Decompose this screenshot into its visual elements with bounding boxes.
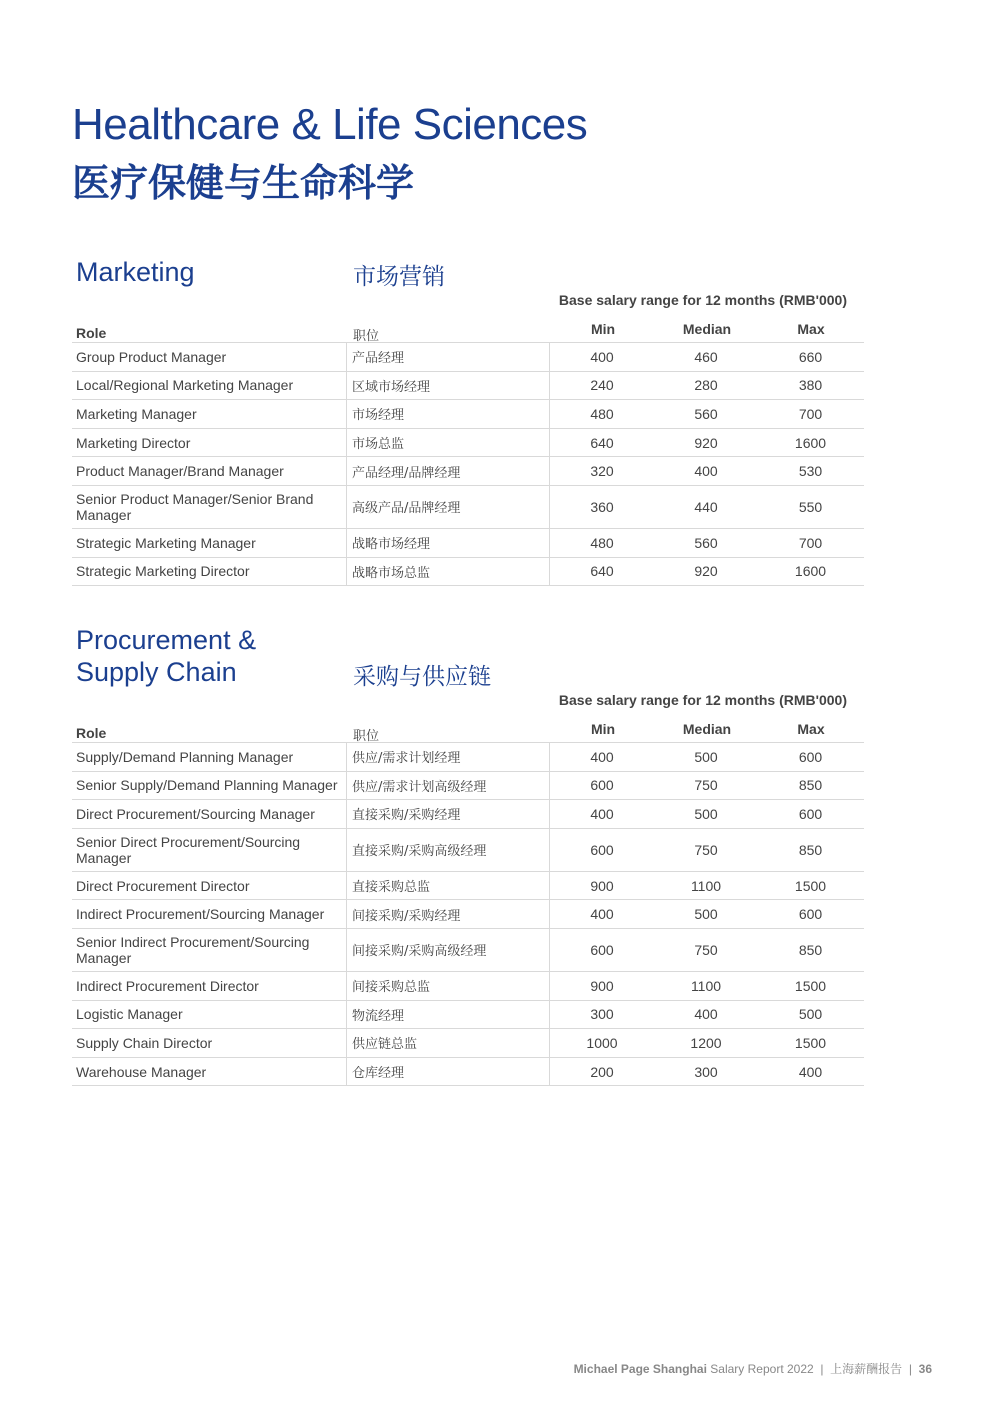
- min-cell: 640: [590, 563, 614, 580]
- max-cell: 850: [798, 777, 823, 794]
- role-cn-cell: 战略市场总监: [347, 558, 550, 586]
- median-cell: 560: [694, 405, 718, 422]
- page-title-cn: 医疗保健与生命科学: [72, 161, 415, 205]
- median-cell: 920: [694, 434, 718, 451]
- role-cn-cell: 间接采购/采购经理: [347, 900, 550, 928]
- max-cell: 1600: [794, 434, 827, 451]
- max-cell: 400: [798, 1063, 823, 1080]
- role-cell: Local/Regional Marketing Manager: [72, 372, 347, 400]
- min-cell: 600: [590, 941, 614, 958]
- footer-separator: |: [908, 1362, 912, 1376]
- role-cell: Senior Product Manager/Senior Brand Manager: [72, 486, 347, 528]
- median-cell: 1200: [690, 1034, 722, 1051]
- header-min: Min: [590, 321, 616, 337]
- table-row: [72, 1058, 864, 1087]
- table-row: [72, 1001, 864, 1030]
- role-cn-cell: 物流经理: [347, 1001, 550, 1029]
- header-role: Role: [76, 725, 107, 741]
- median-cell: 280: [694, 377, 718, 394]
- median-cell: 400: [694, 1006, 718, 1023]
- role-cell: Product Manager/Brand Manager: [72, 457, 347, 485]
- table-row: [72, 529, 864, 558]
- min-cell: 360: [590, 498, 614, 515]
- table-row: [72, 972, 864, 1001]
- role-cn-cell: 区域市场经理: [347, 372, 550, 400]
- role-cn-cell: 供应链总监: [347, 1029, 550, 1057]
- role-cell: Supply/Demand Planning Manager: [72, 743, 347, 771]
- max-cell: 850: [798, 841, 823, 858]
- role-cn-cell: 市场经理: [347, 400, 550, 428]
- max-cell: 1500: [794, 877, 827, 894]
- salary-range-label: Base salary range for 12 months (RMB'000): [558, 292, 847, 308]
- role-cn-cell: 战略市场经理: [347, 529, 550, 557]
- min-cell: 400: [590, 805, 614, 822]
- median-cell: 750: [694, 941, 718, 958]
- min-cell: 640: [590, 434, 614, 451]
- role-cn-cell: 直接采购总监: [347, 872, 550, 900]
- section-title-line2: Supply Chain: [76, 657, 237, 687]
- table-row: [72, 343, 864, 372]
- header-max: Max: [797, 721, 825, 737]
- median-cell: 500: [694, 906, 718, 923]
- max-cell: 1500: [794, 1034, 827, 1051]
- median-cell: 500: [694, 748, 718, 765]
- min-cell: 400: [590, 748, 614, 765]
- salary-range-label: Base salary range for 12 months (RMB'000): [558, 692, 847, 708]
- max-cell: 600: [798, 748, 823, 765]
- role-cell: Indirect Procurement Director: [72, 972, 347, 1000]
- median-cell: 750: [694, 841, 718, 858]
- header-max: Max: [797, 321, 825, 337]
- salary-table: [72, 742, 864, 1086]
- role-cn-cell: 直接采购/采购高级经理: [347, 829, 550, 871]
- marketing-section: [72, 250, 864, 590]
- table-row: [72, 400, 864, 429]
- min-cell: 480: [590, 534, 614, 551]
- role-cell: Supply Chain Director: [72, 1029, 347, 1057]
- footer-report: Salary Report 2022: [710, 1362, 814, 1376]
- role-cn-cell: 仓库经理: [347, 1058, 550, 1086]
- max-cell: 500: [798, 1006, 823, 1023]
- max-cell: 380: [798, 377, 823, 394]
- min-cell: 900: [590, 877, 614, 894]
- median-cell: 560: [694, 534, 718, 551]
- max-cell: 1600: [794, 563, 827, 580]
- max-cell: 530: [798, 463, 823, 480]
- max-cell: 660: [798, 348, 823, 365]
- role-cell: Logistic Manager: [72, 1001, 347, 1029]
- table-row: [72, 929, 864, 972]
- min-cell: 1000: [586, 1034, 618, 1051]
- table-row: [72, 900, 864, 929]
- section-title-cn: 市场营销: [353, 264, 445, 290]
- min-cell: 600: [590, 777, 614, 794]
- role-cn-cell: 间接采购/采购高级经理: [347, 929, 550, 971]
- section-title-cn: 采购与供应链: [353, 664, 491, 690]
- table-row: [72, 457, 864, 486]
- min-cell: 300: [590, 1006, 614, 1023]
- role-cell: Senior Supply/Demand Planning Manager: [72, 772, 347, 800]
- table-row: [72, 429, 864, 458]
- section-title: [76, 624, 256, 688]
- footer-report-cn: 上海薪酬报告: [830, 1362, 903, 1376]
- max-cell: 1500: [794, 977, 827, 994]
- median-cell: 1100: [690, 877, 722, 894]
- header-role-cn: 职位: [353, 729, 380, 744]
- max-cell: 550: [798, 498, 823, 515]
- header-median: Median: [682, 321, 732, 337]
- max-cell: 600: [798, 906, 823, 923]
- role-cn-cell: 高级产品/品牌经理: [347, 486, 550, 528]
- median-cell: 460: [694, 348, 718, 365]
- section-title: Marketing: [76, 257, 195, 287]
- role-cell: Strategic Marketing Manager: [72, 529, 347, 557]
- table-row: [72, 558, 864, 587]
- table-row: [72, 800, 864, 829]
- section-title-line1: Procurement &: [76, 625, 257, 655]
- median-cell: 500: [694, 805, 718, 822]
- role-cell: Marketing Director: [72, 429, 347, 457]
- median-cell: 1100: [690, 977, 722, 994]
- page-footer: [574, 1360, 932, 1377]
- table-row: [72, 372, 864, 401]
- table-row: [72, 772, 864, 801]
- page-title: Healthcare & Life Sciences: [72, 100, 588, 149]
- procurement-section: [72, 620, 864, 1090]
- median-cell: 750: [694, 777, 718, 794]
- min-cell: 240: [590, 377, 614, 394]
- median-cell: 920: [694, 563, 718, 580]
- page-number: 36: [918, 1362, 932, 1376]
- role-cn-cell: 直接采购/采购经理: [347, 800, 550, 828]
- min-cell: 400: [590, 906, 614, 923]
- min-cell: 400: [590, 348, 614, 365]
- max-cell: 850: [798, 941, 823, 958]
- min-cell: 480: [590, 405, 614, 422]
- footer-separator: |: [820, 1362, 824, 1376]
- table-row: [72, 829, 864, 872]
- role-cell: Direct Procurement/Sourcing Manager: [72, 800, 347, 828]
- role-cell: Senior Direct Procurement/Sourcing Manager: [72, 829, 347, 871]
- role-cell: Direct Procurement Director: [72, 872, 347, 900]
- salary-table: [72, 342, 864, 586]
- table-row: [72, 1029, 864, 1058]
- table-row: [72, 486, 864, 529]
- role-cell: Indirect Procurement/Sourcing Manager: [72, 900, 347, 928]
- footer-brand: Michael Page Shanghai: [573, 1362, 707, 1376]
- min-cell: 200: [590, 1063, 614, 1080]
- role-cn-cell: 产品经理: [347, 343, 550, 371]
- role-cn-cell: 产品经理/品牌经理: [347, 457, 550, 485]
- max-cell: 600: [798, 805, 823, 822]
- header-min: Min: [590, 721, 616, 737]
- role-cell: Group Product Manager: [72, 343, 347, 371]
- header-role-cn: 职位: [353, 329, 380, 344]
- role-cn-cell: 市场总监: [347, 429, 550, 457]
- median-cell: 440: [694, 498, 718, 515]
- min-cell: 900: [590, 977, 614, 994]
- header-role: Role: [76, 325, 107, 341]
- role-cell: Senior Indirect Procurement/Sourcing Manager: [72, 929, 347, 971]
- max-cell: 700: [798, 534, 823, 551]
- role-cell: Strategic Marketing Director: [72, 558, 347, 586]
- min-cell: 320: [590, 463, 614, 480]
- median-cell: 300: [694, 1063, 718, 1080]
- min-cell: 600: [590, 841, 614, 858]
- median-cell: 400: [694, 463, 718, 480]
- max-cell: 700: [798, 405, 823, 422]
- role-cell: Marketing Manager: [72, 400, 347, 428]
- role-cell: Warehouse Manager: [72, 1058, 347, 1086]
- header-median: Median: [682, 721, 732, 737]
- role-cn-cell: 间接采购总监: [347, 972, 550, 1000]
- role-cn-cell: 供应/需求计划高级经理: [347, 772, 550, 800]
- table-row: [72, 872, 864, 901]
- role-cn-cell: 供应/需求计划经理: [347, 743, 550, 771]
- table-row: [72, 743, 864, 772]
